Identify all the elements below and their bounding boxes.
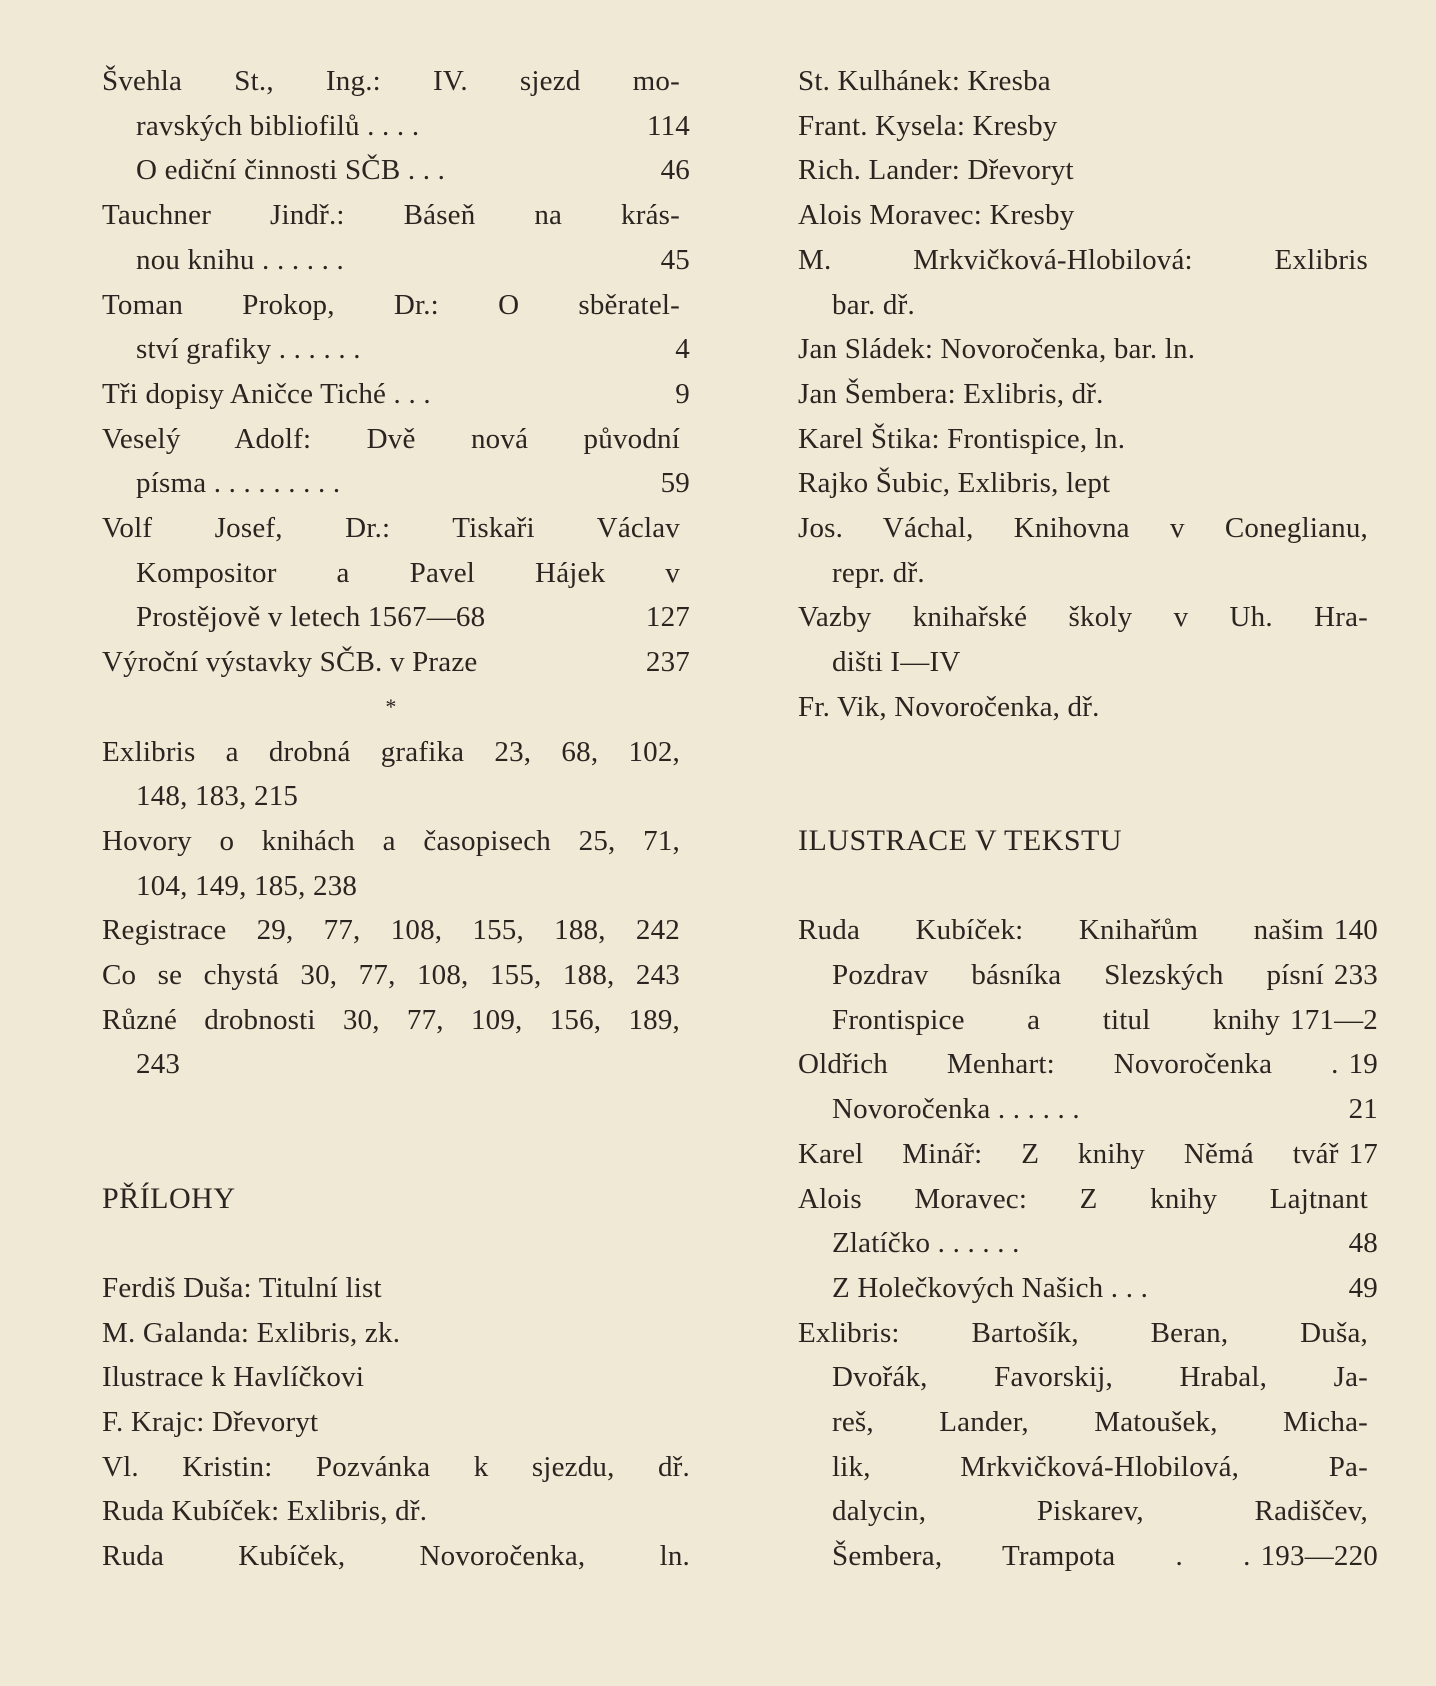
index-entry [102, 372, 690, 416]
entry-text: repr. dř. [832, 556, 925, 589]
page-number [1368, 104, 1378, 148]
entry-text: 104, 149, 185, 238 [136, 869, 358, 902]
entry-text: Švehla St., Ing.: IV. sjezd mo- [102, 65, 680, 97]
index-entry [102, 908, 690, 952]
page-number: 49 [1348, 1271, 1378, 1304]
page-number [680, 685, 690, 729]
page-number: 21 [1348, 1093, 1378, 1126]
supplement-entry [798, 59, 1378, 103]
index-entry [136, 238, 690, 282]
entry-text: Šembera, Trampota . . [832, 1540, 1251, 1573]
page-number [680, 283, 690, 327]
entry-text: Různé drobnosti 30, 77, 109, 156, 189, [102, 1003, 680, 1036]
supplement-entry [798, 417, 1378, 461]
page-number: 127 [645, 601, 690, 634]
entry-text: Frontispice a titul knihy [832, 1003, 1280, 1036]
page-number [1368, 372, 1378, 416]
page-number [1368, 238, 1378, 282]
entry-text: Výroční výstavky SČB. v Praze [102, 646, 478, 679]
supplement-entry [832, 551, 1378, 595]
supplement-entry [798, 506, 1378, 550]
entry-text: Jos. Váchal, Knihovna v Coneglianu, [798, 512, 1368, 544]
supplement-entry [102, 1266, 690, 1310]
page-number [680, 998, 690, 1042]
index-entry [102, 417, 690, 461]
index-entry [102, 998, 690, 1042]
index-entry [136, 595, 690, 639]
page-number: 19 [1348, 1048, 1378, 1081]
entry-text: Registrace 29, 77, 108, 155, 188, 242 [102, 914, 680, 947]
entry-text: Exlibris: Bartošík, Beran, Duša, [798, 1316, 1368, 1349]
page-number: 140 [1333, 914, 1378, 947]
page-number [1368, 417, 1378, 461]
supplement-entry [102, 1311, 690, 1355]
entry-text: Alois Moravec: Kresby [798, 199, 1075, 232]
page-number [1368, 327, 1378, 371]
section-separator [102, 685, 690, 729]
supplement-entry [798, 238, 1378, 282]
illustration-entry [832, 953, 1378, 997]
supplement-entry [102, 1445, 690, 1489]
page-number: 59 [660, 467, 690, 500]
page-number [1368, 461, 1378, 505]
index-entry [136, 1042, 690, 1086]
index-entry [136, 327, 690, 371]
index-entry [102, 730, 690, 774]
page-number [680, 953, 690, 997]
page-number [680, 908, 690, 952]
page-number [1368, 595, 1378, 639]
page-number [680, 819, 690, 863]
entry-text: M. Mrkvičková-Hlobilová: Exlibris [798, 243, 1368, 276]
page-number: 237 [645, 646, 690, 679]
entry-text: Tři dopisy Aničce Tiché . . . [102, 377, 431, 410]
index-entry [102, 953, 690, 997]
index-entry [102, 506, 690, 550]
page-number: 17 [1348, 1137, 1378, 1170]
entry-text: Fr. Vik, Novoročenka, dř. [798, 690, 1100, 723]
entry-text: Ruda Kubíček: Exlibris, dř. [102, 1495, 428, 1528]
index-entry [136, 104, 690, 148]
supplement-entry [798, 327, 1378, 371]
illustration-entry [832, 1489, 1378, 1533]
supplement-entry [102, 1355, 690, 1399]
entry-text: Veselý Adolf: Dvě nová původní [102, 422, 680, 455]
page-number [1368, 640, 1378, 684]
page-number [680, 730, 690, 774]
page-number: 45 [660, 243, 690, 276]
entry-text: Ilustrace k Havlíčkovi [102, 1361, 365, 1394]
section-title-ilustrace [798, 819, 1378, 863]
supplement-entry [102, 1400, 690, 1444]
page-number: 193—220 [1260, 1540, 1378, 1573]
entry-text: Karel Minář: Z knihy Němá tvář [798, 1137, 1339, 1170]
entry-text: Z Holečkových Našich . . . [832, 1271, 1149, 1304]
illustration-entry [832, 1445, 1378, 1489]
entry-text: Exlibris a drobná grafika 23, 68, 102, [102, 735, 680, 768]
supplement-entry [102, 1489, 690, 1533]
entry-text: 148, 183, 215 [136, 780, 299, 813]
entry-text: Jan Šembera: Exlibris, dř. [798, 377, 1104, 410]
index-entry [102, 640, 690, 684]
supplement-entry [798, 104, 1378, 148]
page-number [680, 59, 690, 103]
illustration-entry [832, 1400, 1378, 1444]
entry-text: Toman Prokop, Dr.: O sběratel- [102, 288, 680, 321]
illustration-entry [798, 1042, 1378, 1086]
page-number [680, 774, 690, 818]
illustration-entry [832, 1087, 1378, 1131]
entry-text: Kompositor a Pavel Hájek v [136, 556, 680, 589]
entry-text: Dvořák, Favorskij, Hrabal, Ja- [832, 1361, 1368, 1394]
illustration-entry [798, 1311, 1378, 1355]
section-title-prilohy [102, 1177, 690, 1221]
page-number: 48 [1348, 1227, 1378, 1260]
page-number: 114 [646, 109, 690, 142]
index-entry [102, 193, 690, 237]
supplement-entry [798, 193, 1378, 237]
index-entry [136, 148, 690, 192]
entry-text: nou knihu . . . . . . [136, 243, 345, 276]
entry-text: Oldřich Menhart: Novoročenka . [798, 1048, 1339, 1081]
illustration-entry [832, 1266, 1378, 1310]
illustration-entry [832, 998, 1378, 1042]
page-number [680, 864, 690, 908]
page-number [680, 551, 690, 595]
page-number [1368, 283, 1378, 327]
page-number [1368, 59, 1378, 103]
page-number [1368, 1311, 1378, 1355]
page-number [1368, 1177, 1378, 1221]
page-number [1368, 1355, 1378, 1399]
entry-text: Jan Sládek: Novoročenka, bar. ln. [798, 333, 1196, 366]
entry-text: Novoročenka . . . . . . [832, 1093, 1080, 1126]
page-number [1368, 148, 1378, 192]
page-number [1368, 551, 1378, 595]
entry-text: bar. dř. [832, 288, 915, 321]
entry-text: Frant. Kysela: Kresby [798, 109, 1058, 142]
page-number [680, 193, 690, 237]
entry-text: dišti I—IV [832, 646, 961, 679]
entry-text: O ediční činnosti SČB . . . [136, 154, 446, 187]
page-number [1368, 1400, 1378, 1444]
illustration-entry [832, 1355, 1378, 1399]
page-number [1368, 1489, 1378, 1533]
illustration-entry [798, 1177, 1378, 1221]
supplement-entry [798, 461, 1378, 505]
entry-text: * [385, 693, 397, 719]
page-number: 233 [1333, 959, 1378, 991]
entry-text: Co se chystá 30, 77, 108, 155, 188, 243 [102, 959, 680, 991]
index-entry [136, 461, 690, 505]
page-number: 9 [675, 377, 690, 410]
illustration-entry [832, 1221, 1378, 1265]
entry-text: M. Galanda: Exlibris, zk. [102, 1316, 401, 1349]
entry-text: Rajko Šubic, Exlibris, lept [798, 467, 1111, 500]
entry-text: Ruda Kubíček: Knihařům našim [798, 914, 1324, 947]
index-entry [136, 551, 690, 595]
page-number [1368, 193, 1378, 237]
entry-text: Volf Josef, Dr.: Tiskaři Václav [102, 512, 680, 544]
entry-text: ravských bibliofilů . . . . [136, 109, 420, 142]
page-number: 4 [675, 333, 690, 366]
page-number [1368, 1445, 1378, 1489]
index-entry [102, 283, 690, 327]
entry-text: Ferdiš Duša: Titulní list [102, 1271, 382, 1304]
index-entry [102, 59, 690, 103]
page-number [680, 1042, 690, 1086]
entry-text: Alois Moravec: Z knihy Lajtnant [798, 1182, 1368, 1215]
supplement-entry [798, 685, 1378, 729]
entry-text: St. Kulhánek: Kresba [798, 65, 1051, 97]
entry-text: ství grafiky . . . . . . [136, 333, 361, 366]
page-number [680, 417, 690, 461]
index-entry [102, 819, 690, 863]
entry-text: Pozdrav básníka Slezských písní [832, 959, 1324, 991]
entry-text: lik, Mrkvičková-Hlobilová, Pa- [832, 1450, 1368, 1483]
entry-text: F. Krajc: Dřevoryt [102, 1406, 319, 1438]
entry-text: Vl. Kristin: Pozvánka k sjezdu, dř. [102, 1450, 690, 1483]
supplement-entry [832, 283, 1378, 327]
index-entry [136, 774, 690, 818]
page-number [680, 506, 690, 550]
supplement-entry [798, 595, 1378, 639]
entry-text: Hovory o knihách a časopisech 25, 71, [102, 824, 680, 857]
page-number [1368, 506, 1378, 550]
entry-text: PŘÍLOHY [102, 1181, 236, 1215]
entry-text: dalycin, Piskarev, Radiščev, [832, 1495, 1368, 1528]
entry-text: Tauchner Jindř.: Báseň na krás- [102, 199, 680, 232]
page-number: 46 [660, 154, 690, 187]
entry-text: Vazby knihařské školy v Uh. Hra- [798, 601, 1368, 634]
illustration-entry [798, 908, 1378, 952]
entry-text: reš, Lander, Matoušek, Micha- [832, 1406, 1368, 1438]
entry-text: ILUSTRACE V TEKSTU [798, 823, 1123, 857]
entry-text: Rich. Lander: Dřevoryt [798, 154, 1074, 187]
entry-text: 243 [136, 1048, 181, 1081]
index-entry [136, 864, 690, 908]
entry-text: Prostějově v letech 1567—68 [136, 601, 486, 634]
illustration-entry [798, 1132, 1378, 1176]
supplement-entry [102, 1534, 690, 1578]
illustration-entry [832, 1534, 1378, 1578]
page-number: 171—2 [1290, 1003, 1378, 1036]
supplement-entry [832, 640, 1378, 684]
supplement-entry [798, 372, 1378, 416]
entry-text: Zlatíčko . . . . . . [832, 1227, 1020, 1260]
supplement-entry [798, 148, 1378, 192]
entry-text: Karel Štika: Frontispice, ln. [798, 422, 1126, 455]
entry-text: písma . . . . . . . . . [136, 467, 341, 500]
page-number [1368, 685, 1378, 729]
entry-text: Ruda Kubíček, Novoročenka, ln. [102, 1540, 690, 1573]
